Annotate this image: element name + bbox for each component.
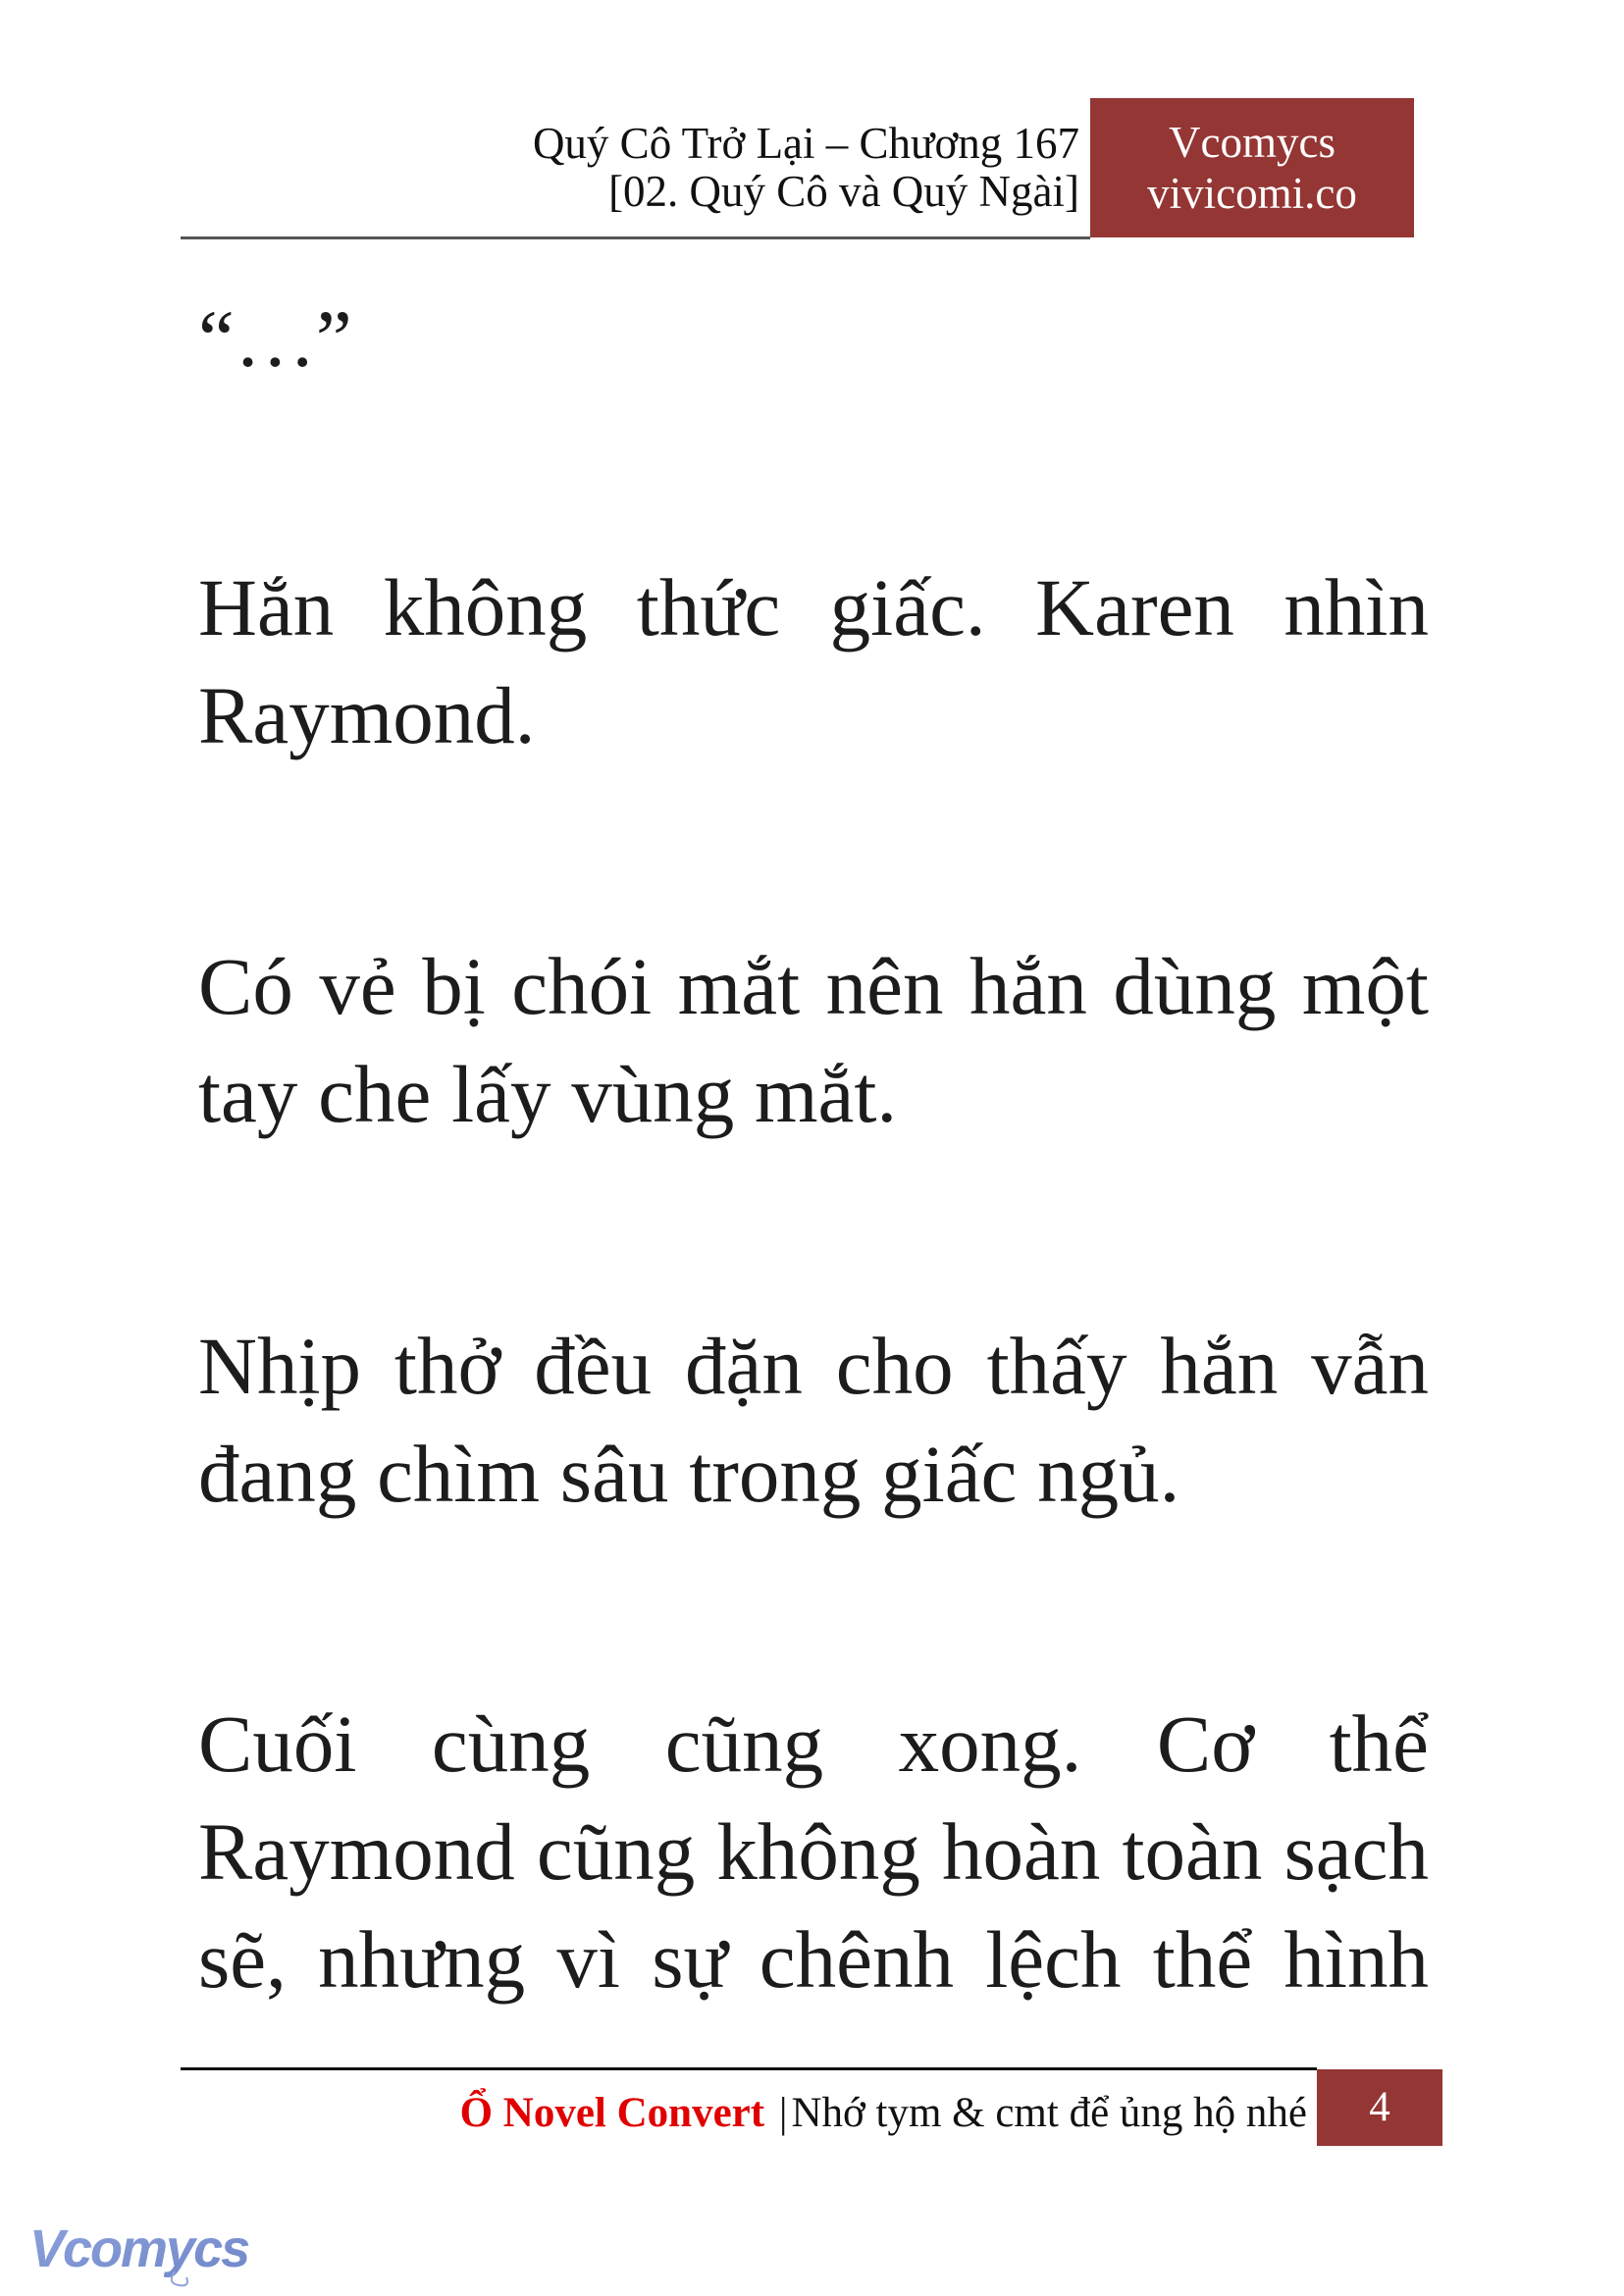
footer-separator: | [778,2090,788,2136]
page-number: 4 [1317,2069,1442,2146]
footer-brand: Ổ Novel Convert [459,2090,765,2136]
paragraph-2: Có vẻ bị chói mắt nên hắn dùng một tay che lấy vùng mắt. [198,941,1429,1139]
svg-text:Vcomycs: Vcomycs [29,2219,249,2278]
site-badge-name: Vcomycs [1169,118,1336,167]
footer-divider [181,2067,1317,2070]
header-divider [181,236,1090,239]
ellipsis-quote: “…” [198,293,352,384]
chapter-title-line1: Quý Cô Trở Lại – Chương 167 [532,119,1079,168]
paragraph-1: Hắn không thức giấc. Karen nhìn Raymond. [198,562,1429,760]
paragraph-4: Cuối cùng cũng xong. Cơ thể Raymond cũng không hoàn toàn sạch sẽ, nhưng vì sự chênh lệch thể hình [198,1698,1429,2005]
footer-message: Nhớ tym & cmt để ủng hộ nhé [791,2090,1307,2136]
site-badge-domain: vivicomi.co [1147,169,1357,218]
vcomycs-logo-icon [27,2213,253,2291]
chapter-title [294,120,1079,216]
paragraph-3: Nhịp thở đều đặn cho thấy hắn vẫn đang chìm sâu trong giấc ngủ. [198,1321,1429,1519]
chapter-subtitle: [02. Quý Cô và Quý Ngài] [608,167,1079,216]
footer-text [196,2089,1307,2137]
site-badge [1090,98,1414,237]
